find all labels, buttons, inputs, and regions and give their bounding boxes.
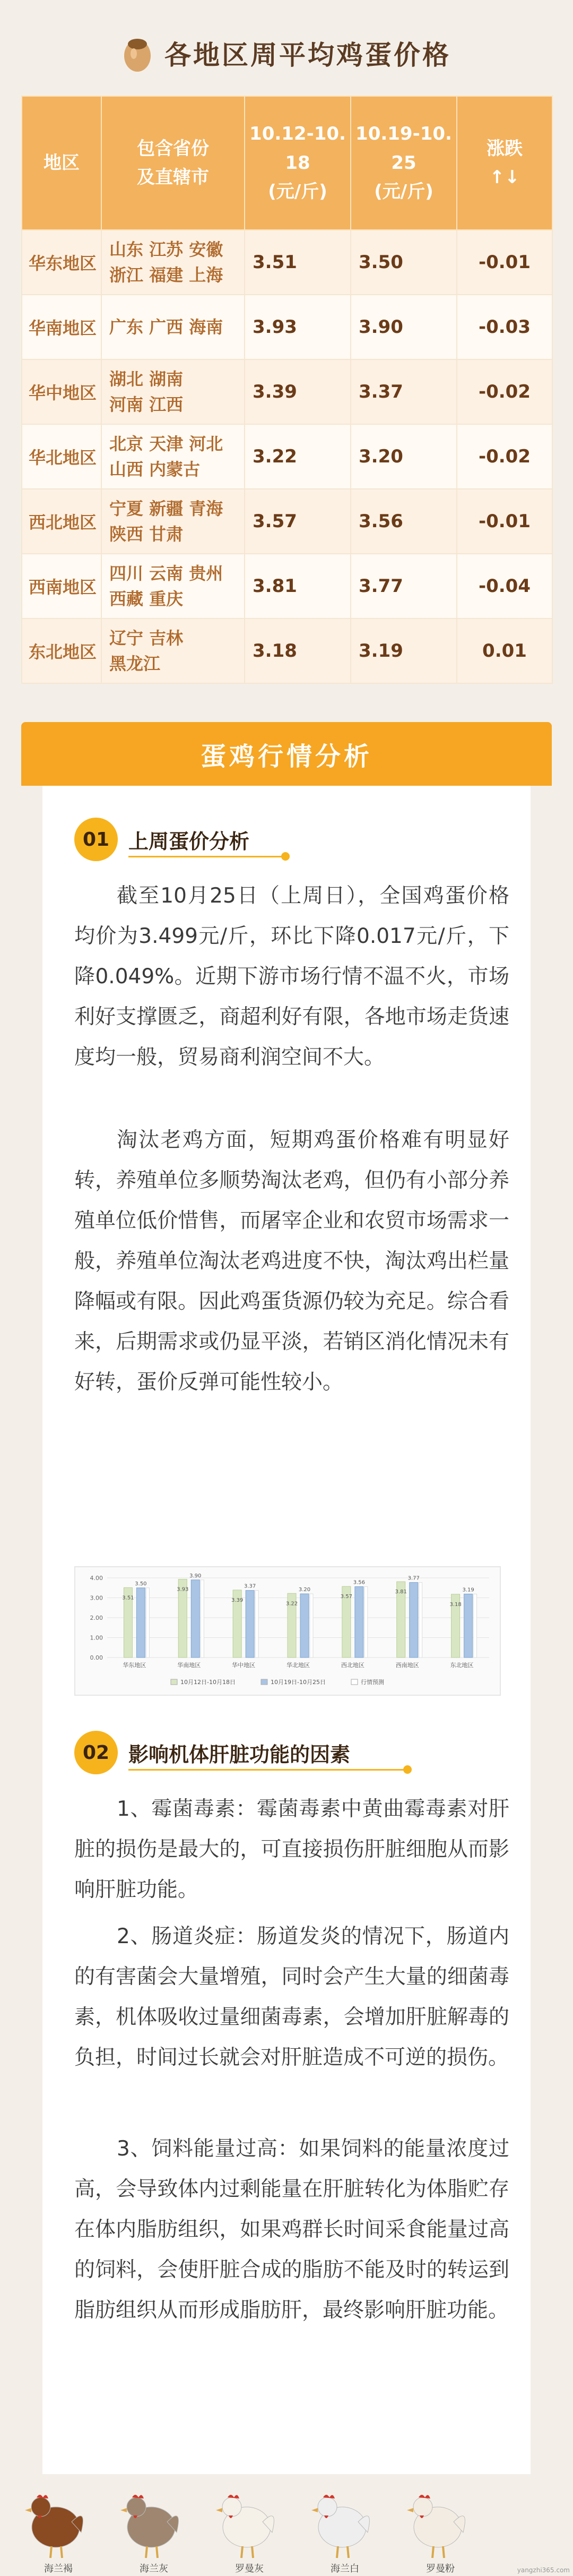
chart-bar [355,1587,363,1658]
subheading-1 [74,818,249,861]
chicken-label: 海兰白 [331,2563,359,2574]
subheading-2 [74,1731,350,1774]
provinces-cell: 湖北 湖南 河南 江西 [101,359,245,424]
legend-label: 行情预测 [361,1679,384,1686]
week1-price-cell: 3.18 [245,619,351,683]
data-label: 3.19 [462,1587,474,1593]
change-cell: -0.02 [457,424,552,489]
week2-price-cell: 3.56 [351,489,457,554]
chicken-icon [210,2485,289,2564]
y-tick-label: 0.00 [90,1654,103,1661]
data-label: 3.18 [449,1601,462,1608]
table-row [22,295,552,359]
data-label: 3.57 [340,1594,352,1600]
region-cell: 西北地区 [22,489,101,554]
table-row [22,424,552,489]
subheading-title: 上周蛋价分析 [128,829,250,853]
x-tick-label: 东北地区 [450,1662,474,1669]
page-header [0,21,573,85]
change-cell: 0.01 [457,619,552,683]
chart-bar [136,1588,145,1658]
provinces-cell: 山东 江苏 安徽 浙江 福建 上海 [101,230,245,295]
chicken-item [210,2485,289,2576]
col-week1: 10.12-10. 18 (元/斤) [245,96,351,230]
data-label: 3.39 [231,1597,244,1603]
week2-price-cell: 3.77 [351,554,457,619]
paragraph: 2、肠道炎症：肠道发炎的情况下，肠道内的有害菌会大量增殖，同时会产生大量的细菌毒素，机体吸收过量细菌毒素，会增加肝脏解毒的负担，时间过长就会对肝脏造成不可逆的损伤。 [74,1925,509,2070]
x-tick-label: 华北地区 [286,1662,310,1669]
legend-swatch [351,1679,358,1685]
data-label: 3.93 [177,1586,189,1593]
table-row [22,230,552,295]
week1-price-cell: 3.39 [245,359,351,424]
change-cell: -0.03 [457,295,552,359]
provinces-cell: 北京 天津 河北 山西 内蒙古 [101,424,245,489]
section-banner [21,722,552,786]
change-cell: -0.04 [457,554,552,619]
legend-swatch [261,1679,267,1685]
region-cell: 华中地区 [22,359,101,424]
legend-swatch [171,1679,177,1685]
paragraph: 3、饲料能量过高：如果饲料的能量浓度过高，会导致体内过剩能量在肝脏转化为体脂贮存在体内脂肪组织，如果鸡群长时间采食能量过高的饲料，会使肝脏合成的脂肪不能及时的转运到脂肪组织从而形成脂肪肝，最终影响肝脏功能。 [74,2137,509,2322]
col-week2: 10.19-10. 25 (元/斤) [351,96,457,230]
col-change: 涨跌 ↑↓ [457,96,552,230]
chart-bar [419,1583,422,1658]
legend-label: 10月12日-10月18日 [180,1679,236,1686]
table-header-row [22,96,552,230]
week1-price-cell: 3.57 [245,489,351,554]
underline-dot [281,852,290,861]
y-tick-label: 4.00 [90,1575,103,1582]
provinces-cell: 辽宁 吉林 黑龙江 [101,619,245,683]
chicken-item [19,2485,98,2576]
section-banner-title: 蛋鸡行情分析 [200,741,372,771]
chicken-label: 海兰灰 [140,2563,168,2574]
table-row [22,489,552,554]
paragraph: 截至10月25日（上周日），全国鸡蛋价格均价为3.499元/斤，环比下降0.017元/斤，下降0.049%。近期下游市场行情不温不火，市场利好支撑匮乏，商超利好有限，各地市场走货速度均一般，贸易商利润空间不大。 [74,884,509,1069]
chicken-icon [114,2485,194,2564]
week2-price-cell: 3.37 [351,359,457,424]
chicken-label: 海兰褐 [44,2563,73,2574]
week2-price-cell: 3.90 [351,295,457,359]
provinces-cell: 四川 云南 贵州 西藏 重庆 [101,554,245,619]
chicken-item [114,2485,194,2576]
week2-price-cell: 3.50 [351,230,457,295]
chart-bar [364,1587,368,1658]
y-tick-label: 2.00 [90,1615,103,1621]
subheading-underline [128,856,282,857]
chicken-icon [19,2485,98,2564]
chart-bar [146,1588,149,1658]
data-label: 3.22 [285,1601,298,1607]
week2-price-cell: 3.19 [351,619,457,683]
legend-label: 10月19日-10月25日 [271,1679,326,1686]
chicken-item [401,2485,480,2576]
number-badge: 02 [74,1731,118,1774]
chart-bar [300,1594,309,1658]
paragraph: 淘汰老鸡方面，短期鸡蛋价格难有明显好转，养殖单位多顺势淘汰老鸡，但仍有小部分养殖单位低价惜售，而屠宰企业和农贸市场需求一般，养殖单位淘汰老鸡进度不快，淘汰鸡出栏量降幅或有限。因此鸡蛋货源仍较为充足。综合看来，后期需求或仍显平淡，若销区消化情况未有好转，蛋价反弹可能性较小。 [74,1128,509,1394]
week1-price-cell: 3.51 [245,230,351,295]
egg-icon [122,33,153,73]
table-row [22,619,552,683]
paragraph: 1、霉菌毒素：霉菌毒素中黄曲霉毒素对肝脏的损伤是最大的，可直接损伤肝脏细胞从而影响肝脏功能。 [74,1797,509,1902]
week1-price-cell: 3.81 [245,554,351,619]
chicken-icon [305,2485,385,2564]
chart-bar [246,1591,254,1658]
x-tick-label: 西南地区 [395,1662,419,1669]
table-row [22,554,552,619]
table-row [22,359,552,424]
chart-bar [191,1580,199,1658]
chicken-label: 罗曼灰 [235,2563,264,2574]
chart-bar [474,1594,477,1658]
y-tick-label: 1.00 [90,1634,103,1642]
number-badge: 01 [74,818,118,861]
chart-bar [255,1591,258,1658]
watermark: yangzhi365.com [517,2566,570,2574]
chart-bar [310,1594,313,1658]
analysis-card [42,786,531,2474]
data-label: 3.56 [353,1579,365,1586]
region-cell: 东北地区 [22,619,101,683]
region-cell: 西南地区 [22,554,101,619]
underline-dot [403,1765,412,1774]
data-label: 3.51 [122,1595,134,1601]
x-tick-label: 华东地区 [123,1662,146,1669]
data-label: 3.77 [407,1575,420,1582]
week2-price-cell: 3.20 [351,424,457,489]
data-label: 3.50 [135,1581,147,1587]
chicken-label: 罗曼粉 [426,2563,455,2574]
data-label: 3.20 [298,1587,311,1593]
chicken-breeds [0,2485,573,2576]
col-provinces: 包含省份 及直辖市 [101,96,245,230]
chart-bar [201,1580,204,1658]
chart-bar [410,1583,418,1658]
region-cell: 华东地区 [22,230,101,295]
x-tick-label: 华南地区 [177,1662,201,1669]
region-cell: 华北地区 [22,424,101,489]
data-label: 3.90 [189,1573,202,1579]
y-tick-label: 3.00 [90,1594,103,1602]
change-cell: -0.01 [457,230,552,295]
x-tick-label: 西北地区 [341,1662,364,1669]
chicken-item [305,2485,385,2576]
subheading-underline [128,1769,404,1771]
analysis-section [21,722,552,2474]
chart-bar [464,1594,473,1658]
week1-price-cell: 3.93 [245,295,351,359]
week1-price-cell: 3.22 [245,424,351,489]
price-chart [74,1566,501,1696]
data-label: 3.37 [244,1583,256,1590]
change-cell: -0.01 [457,489,552,554]
chicken-icon [401,2485,480,2564]
provinces-cell: 广东 广西 海南 [101,295,245,359]
x-tick-label: 华中地区 [232,1662,256,1669]
subheading-title: 影响机体肝脏功能的因素 [128,1742,351,1766]
page-title: 各地区周平均鸡蛋价格 [164,40,451,71]
region-cell: 华南地区 [22,295,101,359]
price-table [21,96,553,684]
data-label: 3.81 [395,1589,407,1595]
col-region: 地区 [22,96,101,230]
change-cell: -0.02 [457,359,552,424]
provinces-cell: 宁夏 新疆 青海 陕西 甘肃 [101,489,245,554]
